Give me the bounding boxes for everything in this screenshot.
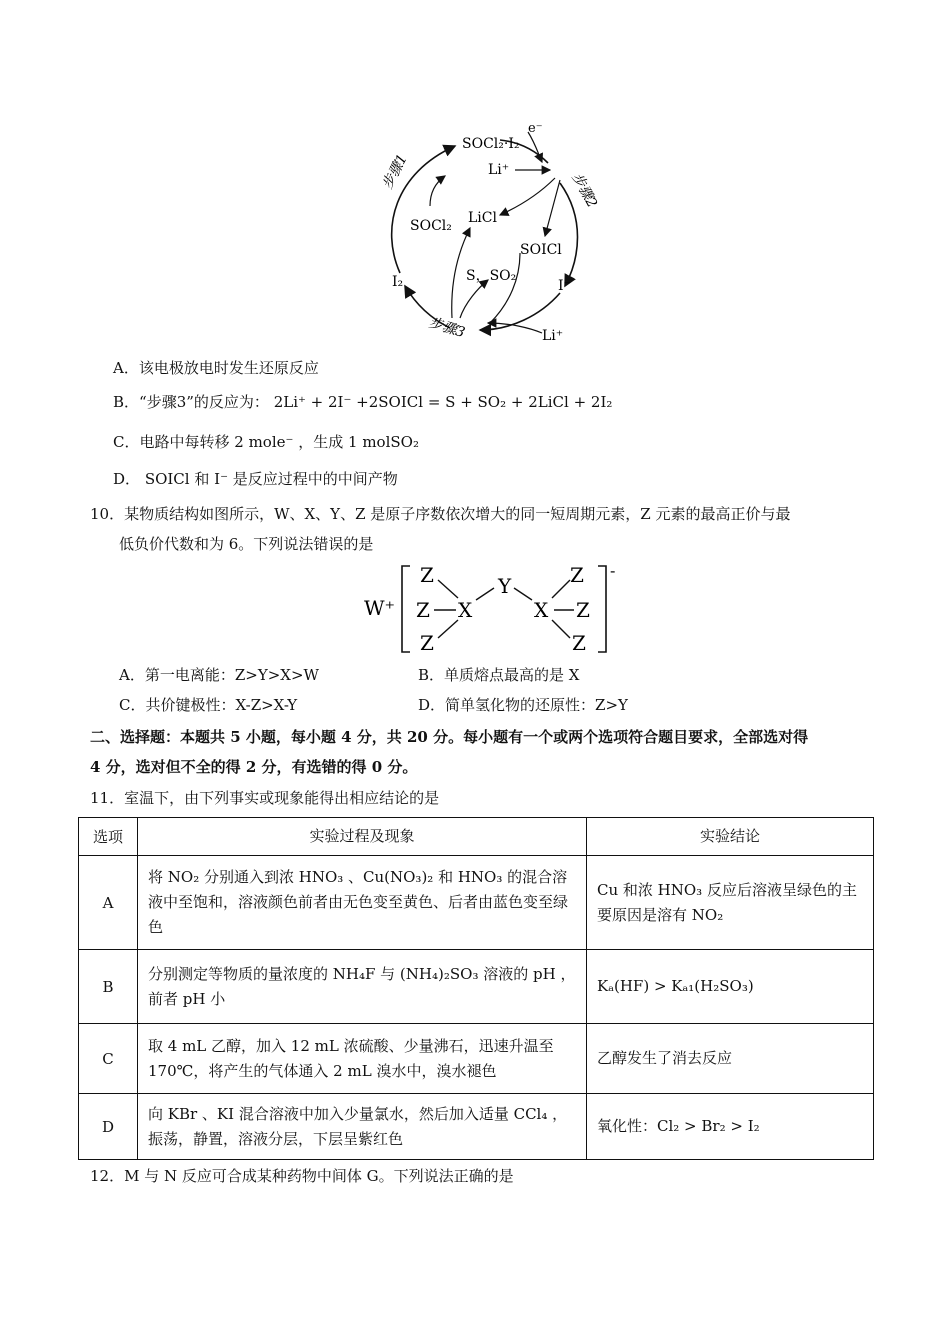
q10-option-a: A．第一电离能：Z>Y>X>W <box>119 666 319 684</box>
q10-stem-line1: 10．某物质结构如图所示，W、X、Y、Z 是原子序数依次增大的同一短周期元素，Z 元素的最高正价与最 <box>90 505 791 523</box>
label-step1: 步骤1 <box>379 151 411 192</box>
molecule-structure <box>362 560 632 660</box>
q9-option-b-prefix: B．“步骤3”的反应为： <box>113 393 269 411</box>
label-step2: 步骤2 <box>568 170 600 211</box>
q9-option-d <box>113 468 398 490</box>
label-soicl: SOICl <box>520 242 562 258</box>
label-li-top: Li⁺ <box>488 162 510 178</box>
q12-stem: 12．M 与 N 反应可合成某种药物中间体 G。下列说法正确的是 <box>90 1167 514 1185</box>
table-row <box>79 1024 874 1094</box>
q9-option-a: A．该电极放电时发生还原反应 <box>113 359 319 377</box>
label-li-bottom: Li⁺ <box>542 328 564 344</box>
step3-arrow-s <box>460 280 488 318</box>
q9-option-c-value2: 1 molSO₂ <box>348 433 419 451</box>
q9-option-c <box>113 431 419 453</box>
q9-option-d-prefix: D． <box>113 470 141 488</box>
label-electron: e⁻ <box>528 121 543 136</box>
struct-z2: Z <box>416 598 430 622</box>
q10-option-c: C．共价键极性：X-Z>X-Y <box>119 696 298 714</box>
label-socl2: SOCl₂ <box>410 218 452 234</box>
q9-option-c-mid: ，生成 <box>298 433 344 451</box>
header-process: 实验过程及现象 <box>138 818 587 856</box>
table-row <box>79 856 874 950</box>
row-b-conclusion: Kₐ(HF) > Kₐ₁(H₂SO₃) <box>587 950 874 1024</box>
q11-stem: 11．室温下，由下列事实或现象能得出相应结论的是 <box>90 789 440 807</box>
q11-table <box>78 817 874 1160</box>
row-c-conclusion: 乙醇发生了消去反应 <box>587 1024 874 1094</box>
struct-x1: X <box>458 598 473 622</box>
row-a-option: A <box>79 856 138 950</box>
q9-option-b <box>113 391 612 413</box>
row-c-process: 取 4 mL 乙醇，加入 12 mL 浓硫酸、少量沸石，迅速升温至 170℃，将产生的气体通入 2 mL 溴水中，溴水褪色 <box>138 1024 587 1094</box>
struct-y: Y <box>498 574 512 598</box>
label-s-so2: S，SO₂ <box>466 268 517 284</box>
struct-charge: - <box>610 561 616 580</box>
struct-z6: Z <box>572 631 586 655</box>
socl2-arrow <box>430 176 445 206</box>
row-b-option: B <box>79 950 138 1024</box>
step3-arrow-soicl <box>490 253 520 323</box>
header-conclusion: 实验结论 <box>587 818 874 856</box>
table-header-row <box>79 818 874 856</box>
struct-left-bracket <box>402 566 410 652</box>
cycle-arc-bottom-right <box>480 293 560 330</box>
q9-option-c-value1: 2 mole⁻ <box>234 433 294 451</box>
label-step3: 步骤3 <box>426 314 467 342</box>
header-option: 选项 <box>79 818 138 856</box>
q10-option-d: D．简单氢化物的还原性：Z>Y <box>418 696 628 714</box>
label-licl: LiCl <box>468 210 497 226</box>
row-b-process: 分别测定等物质的量浓度的 NH₄F 与 (NH₄)₂SO₃ 溶液的 pH ，前者 pH 小 <box>138 950 587 1024</box>
struct-x2: X <box>534 598 549 622</box>
struct-z1: Z <box>420 563 434 587</box>
struct-z5: Z <box>576 598 590 622</box>
q9-option-d-value: SOICl <box>144 470 190 488</box>
row-d-option: D <box>79 1094 138 1160</box>
struct-z3: Z <box>420 631 434 655</box>
label-i2: I₂ <box>392 274 404 290</box>
struct-w: W⁺ <box>364 596 396 620</box>
struct-z4: Z <box>570 563 584 587</box>
q10-option-b: B．单质熔点最高的是 X <box>418 666 580 684</box>
row-a-conclusion: Cu 和浓 HNO₃ 反应后溶液呈绿色的主要原因是溶有 NO₂ <box>587 856 874 950</box>
q9-option-b-equation: 2Li⁺ + 2I⁻ +2SOICl = S + SO₂ + 2LiCl + 2I₂ <box>273 393 613 411</box>
row-c-option: C <box>79 1024 138 1094</box>
label-i-minus: I⁻ <box>558 278 571 294</box>
electron-arrow <box>528 132 542 162</box>
table-row <box>79 950 874 1024</box>
label-socl2-i2: SOCl₂·I₂ <box>462 136 520 152</box>
row-d-process: 向 KBr 、KI 混合溶液中加入少量氯水，然后加入适量 CCl₄ ，振荡，静置，溶液分层，下层呈紫红色 <box>138 1094 587 1160</box>
q9-option-c-prefix: C．电路中每转移 <box>113 433 230 451</box>
struct-right-bracket <box>598 566 606 652</box>
licl-arrow <box>500 178 555 215</box>
cycle-arc-step2 <box>560 183 578 286</box>
section2-title-line1: 二、选择题：本题共 5 小题，每小题 4 分，共 20 分。每小题有一个或两个选项符合题目要求，全部选对得 <box>90 728 809 746</box>
q10-stem-line2: 低负价代数和为 6。下列说法错误的是 <box>119 535 374 553</box>
table-row <box>79 1094 874 1160</box>
q9-option-d-rest: 和 I⁻ 是反应过程中的中间产物 <box>194 470 398 488</box>
reaction-cycle-diagram <box>370 118 610 348</box>
row-a-process: 将 NO₂ 分别通入到浓 HNO₃ 、Cu(NO₃)₂ 和 HNO₃ 的混合溶液中至饱和，溶液颜色前者由无色变至黄色、后者由蓝色变至绿色 <box>138 856 587 950</box>
row-d-conclusion: 氧化性：Cl₂ > Br₂ > I₂ <box>587 1094 874 1160</box>
section2-title-line2: 4 分，选对但不全的得 2 分，有选错的得 0 分。 <box>90 758 418 776</box>
soicl-arrow <box>545 180 560 236</box>
